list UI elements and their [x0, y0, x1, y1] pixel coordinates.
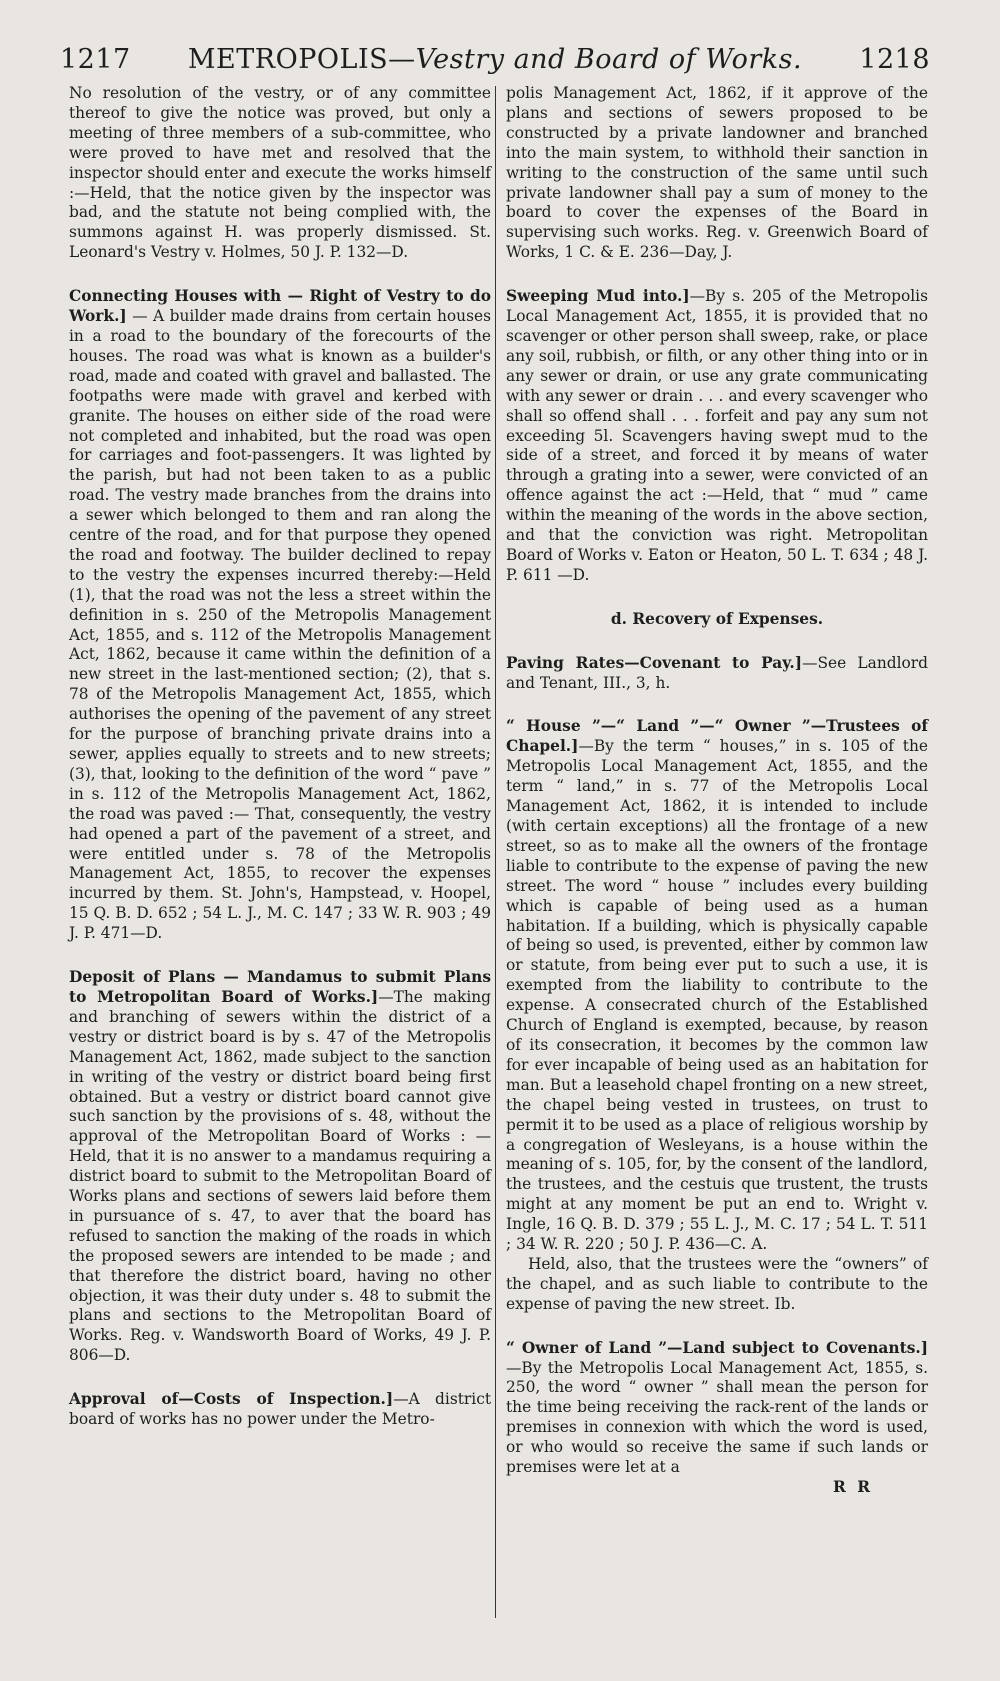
- paragraph-heading: Paving Rates—Covenant to Pay.]: [506, 653, 803, 672]
- paragraph: [69, 1390, 491, 1430]
- paragraph-body: —By s. 205 of the Metropolis Local Management Act, 1855, it is provided that no scavenger or other person shall sweep, rake, or place any soil, rubbish, or filth, or any other thing into or in any sewer or drain, or use any grate communicating with any sewer or drain . . . and every scavenger who shall so offend shall . . . forfeit and pay any sum not exceeding 5l. Scavengers having swept mud to the side of a street, and forced it by means of water through a grating into a sewer, were convicted of an offence against the act :—Held, that “ mud ” came within the meaning of the words in the above section, and that the conviction was right. Metropolitan Board of Works v. Eaton or Heaton, 50 L. T. 634 ; 48 J. P. 611 —D.: [506, 287, 928, 584]
- paragraph: No resolution of the vestry, or of any committee thereof to give the notice was proved, but only a meeting of three members of a sub-committee, who were proved to have met and resolved that the inspector should enter and execute the works himself :—Held, that the notice given by the inspector was bad, and the statute not being complied with, the summons against H. was properly dismissed. St. Leonard's Vestry v. Holmes, 50 J. P. 132—D.: [69, 84, 491, 262]
- paragraph: [506, 654, 928, 694]
- left-column: [69, 84, 491, 1430]
- running-title: [60, 44, 930, 75]
- title-italic: Vestry and Board of Works.: [415, 44, 803, 75]
- paragraph-body: —By the term “ houses,” in s. 105 of the Metropolis Local Management Act, 1855, and the term “ land,” in s. 77 of the Metropolis Local Management Act, 1862, it is intended to include (with certain exceptions) all the frontage of a new street, so as to make all the owners of the frontage liable to contribute to the expense of paving the new street. The word “ house ” includes every building which is capable of being used as a human habitation. If a building, which is physically capable of being so used, is prevented, either by common law or statute, from being ever put to such a use, it is exempted from the liability to contribute to the expense. A consecrated church of the Established Church of England is exempted, because, by reason of its consecration, it becomes by the common law for ever incapable of being used as an habitation for man. But a leasehold chapel fronting on a new street, the chapel being vested in trustees, on trust to permit it to be used as a place of religious worship by a congregation of Wesleyans, is a house within the meaning of s. 105, for, by the consent of the landlord, the trustees, and the cestuis que trustent, the trusts might at any moment be put an end to. Wright v. Ingle, 16 Q. B. D. 379 ; 55 L. J., M. C. 17 ; 54 L. T. 511 ; 34 W. R. 220 ; 50 J. P. 436—C. A.: [506, 737, 928, 1254]
- paragraph: Held, also, that the trustees were the “owners” of the chapel, and as such liable to contribute to the expense of paving the new street. Ib.: [506, 1254, 928, 1313]
- column-divider: [495, 86, 496, 1618]
- paragraph: polis Management Act, 1862, if it approve of the plans and sections of sewers proposed to be constructed by a private landowner and branched into the main system, to withhold their sanction in writing to the construction of the same until such private landowner shall pay a sum of money to the board to cover the expenses of the Board in supervising such works. Reg. v. Greenwich Board of Works, 1 C. & E. 236—Day, J.: [506, 84, 928, 262]
- paragraph: [506, 1339, 928, 1478]
- paragraph-heading: “ House ”—“ Land ”—“ Owner ”—Trustees of Chapel.]: [506, 717, 928, 756]
- page-number-right: 1218: [859, 44, 930, 75]
- paragraph-heading: Approval of—Costs of Inspection.]: [69, 1390, 394, 1409]
- paragraph-heading: Connecting Houses with — Right of Vestry to do Work.]: [69, 287, 491, 326]
- paragraph: [69, 287, 491, 944]
- paragraph: [506, 717, 928, 1254]
- running-header: [60, 44, 930, 80]
- signature-mark: R R: [833, 1478, 873, 1496]
- paragraph: [506, 287, 928, 586]
- title-main: METROPOLIS—: [187, 44, 416, 75]
- paragraph-body: —The making and branching of sewers within the district of a vestry or district board is by s. 47 of the Metropolis Management Act, 1862, made subject to the sanction in writing of the vestry or district board being first obtained. But a vestry or district board cannot give such sanction by the provisions of s. 48, without the approval of the Metropolitan Board of Works : —Held, that it is no answer to a mandamus requiring a district board to submit to the Metropolitan Board of Works plans and sections of sewers laid before them in pursuance of s. 47, to aver that the board has refused to sanction the making of the roads in which the proposed sewers are intended to be made ; and that therefore the district board, having no other objection, it was their duty under s. 48 to submit the plans and sections to the Metropolitan Board of Works. Reg. v. Wandsworth Board of Works, 49 J. P. 806—D.: [69, 987, 492, 1365]
- paragraph-heading: Deposit of Plans — Mandamus to submit Plans to Metropolitan Board of Works.]: [69, 968, 491, 1006]
- section-title: d. Recovery of Expenses.: [610, 609, 824, 628]
- paragraph-heading: Sweeping Mud into.]: [506, 287, 690, 306]
- paragraph-body: —By the Metropolis Local Management Act, 1855, s. 250, the word “ owner ” shall mean the person for the time being receiving the rack-rent of the lands or premises in connexion with which the word is used, or who would so receive the same if such lands or premises were let at a: [506, 1358, 928, 1477]
- paragraph-body: —See Landlord and Tenant, III., 3, h.: [506, 653, 928, 692]
- paragraph: [69, 968, 491, 1366]
- paragraph-body: —A district board of works has no power under the Metro-: [69, 1390, 491, 1429]
- paragraph-body: — A builder made drains from certain houses in a road to the boundary of the forecourts of the houses. The road was what is known as a builder's road, made and coated with gravel and ballasted. The footpaths were made with gravel and kerbed with granite. The houses on either side of the road were not completed and inhabited, but the road was open for carriages and foot-passengers. It was lighted by the parish, but had not been taken to as a public road. The vestry made branches from the drains into a sewer which belonged to them and ran along the centre of the road, and for that purpose they opened the road and footway. The builder declined to repay to the vestry the expenses incurred thereby:—Held (1), that the road was not the less a street within the definition in s. 250 of the Metropolis Management Act, 1855, and s. 112 of the Metropolis Management Act, 1862, because it came within the definition of a new street in the last-mentioned section; (2), that s. 78 of the Metropolis Management Act, 1855, which authorises the opening of the pavement of any street for the purpose of branching private drains into a sewer, applies equally to streets and to new streets; (3), that, looking to the definition of the word “ pave ” in s. 112 of the Metropolis Management Act, 1862, the road was paved :— That, consequently, the vestry had opened a part of the pavement of a street, and were entitled under s. 78 of the Metropolis Management Act, 1855, to recover the expenses incurred by them. St. John's, Hampstead, v. Hoopel, 15 Q. B. D. 652 ; 54 L. J., M. C. 147 ; 33 W. R. 903 ; 49 J. P. 471—D.: [69, 307, 491, 943]
- page-number-left: 1217: [60, 44, 131, 75]
- right-column: [506, 84, 928, 1498]
- paragraph-heading: “ Owner of Land ”—Land subject to Covenants.]: [506, 1338, 928, 1357]
